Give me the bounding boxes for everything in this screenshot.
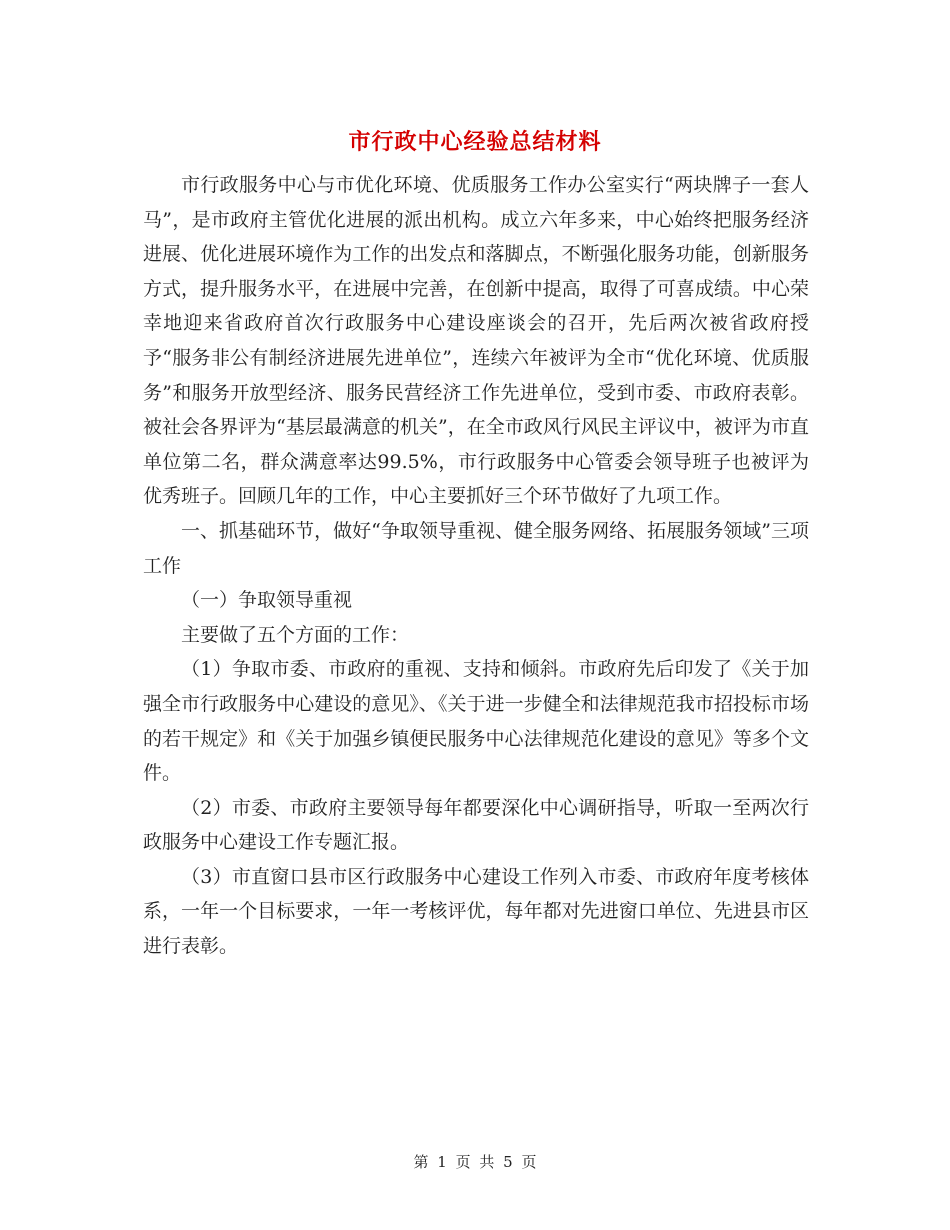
list-item-1: （1）争取市委、市政府的重视、支持和倾斜。市政府先后印发了《关于加强全市行政服务中心建设的意见》、《关于进一步健全和法律规范我市招投标市场的若干规定》和《关于加强乡镇便民服务中心法律规范化建设的意见》等多个文件。 <box>143 658 809 785</box>
page-number-footer: 第 1 页 共 5 页 <box>413 1153 537 1171</box>
section-heading-1: 一、抓基础环节，做好“争取领导重视、健全服务网络、拓展服务领域”三项工作 <box>143 519 809 577</box>
paragraph-intro: 市行政服务中心与市优化环境、优质服务工作办公室实行“两块牌子一套人马”，是市政府主管优化进展的派出机构。成立六年多来，中心始终把服务经济进展、优化进展环境作为工作的出发点和落脚点，不断强化服务功能，创新服务方式，提升服务水平，在进展中完善，在创新中提高，取得了可喜成绩。中心荣幸地迎来省政府首次行政服务中心建设座谈会的召开，先后两次被省政府授予“服务非公有制经济进展先进单位”，连续六年被评为全市“优化环境、优质服务”和服务开放型经济、服务民营经济工作先进单位，受到市委、市政府表彰。被社会各界评为“基层最满意的机关”，在全市政风行风民主评议中，被评为市直单位第二名，群众满意率达99.5%，市行政服务中心管委会领导班子也被评为优秀班子。回顾几年的工作，中心主要抓好三个环节做好了九项工作。 <box>143 174 809 508</box>
document-body <box>143 168 809 964</box>
subsection-heading-1: （一）争取领导重视 <box>181 589 353 612</box>
paragraph-lead: 主要做了五个方面的工作： <box>181 623 410 646</box>
document-title: 市行政中心经验总结材料 <box>348 128 602 155</box>
list-item-3: （3）市直窗口县市区行政服务中心建设工作列入市委、市政府年度考核体系，一年一个目标要求，一年一考核评优，每年都对先进窗口单位、先进县市区进行表彰。 <box>143 865 809 958</box>
list-item-2: （2）市委、市政府主要领导每年都要深化中心调研指导，听取一至两次行政服务中心建设工作专题汇报。 <box>143 796 809 854</box>
